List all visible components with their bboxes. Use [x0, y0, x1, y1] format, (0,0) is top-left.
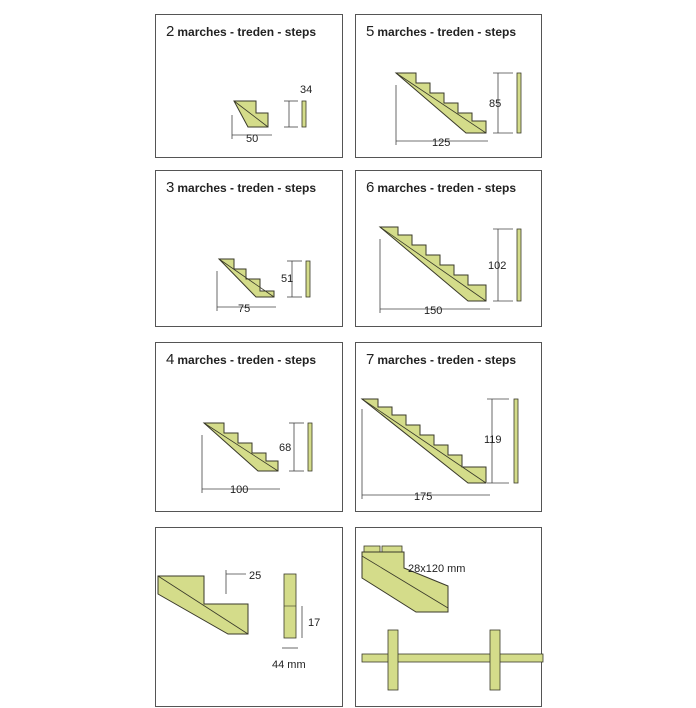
height-label: 51 — [281, 273, 294, 285]
width-label: 150 — [424, 305, 443, 317]
height-label: 119 — [484, 434, 502, 446]
detail-panel-step — [155, 527, 343, 707]
panel-6-steps — [355, 170, 542, 327]
stair-diagram-3 — [156, 171, 344, 328]
stair-diagram-5 — [356, 15, 543, 159]
detail-panel-tread — [355, 527, 542, 707]
step-detail-diagram — [156, 528, 344, 708]
height-label: 102 — [488, 260, 507, 272]
panel-title: 5 marches - treden - steps — [366, 23, 517, 40]
tread-detail-diagram — [356, 528, 543, 708]
tread-size-label: 28x120 mm — [408, 563, 466, 575]
stair-diagram-7 — [356, 343, 543, 513]
panel-title: 6 marches - treden - steps — [366, 179, 517, 196]
panel-5-steps — [355, 14, 542, 158]
panel-title: 3 marches - treden - steps — [166, 179, 317, 196]
panel-7-steps — [355, 342, 542, 512]
stair-diagram-4 — [156, 343, 344, 513]
height-label: 34 — [300, 84, 313, 96]
stair-diagram-6 — [356, 171, 543, 328]
panel-2-steps — [155, 14, 343, 158]
panel-4-steps — [155, 342, 343, 512]
height-label: 85 — [489, 98, 502, 110]
width-label: 125 — [432, 137, 451, 149]
side-width-label: 44 mm — [272, 659, 306, 671]
height-label: 68 — [279, 442, 292, 454]
width-label: 100 — [230, 484, 249, 496]
panel-3-steps — [155, 170, 343, 327]
width-label: 50 — [246, 133, 259, 145]
panel-title: 2 marches - treden - steps — [166, 23, 317, 40]
width-label: 175 — [414, 491, 433, 503]
top-step-dim-label: 25 — [249, 570, 262, 582]
width-label: 75 — [238, 303, 251, 315]
panel-title: 7 marches - treden - steps — [366, 351, 517, 368]
panel-title: 4 marches - treden - steps — [166, 351, 317, 368]
stair-diagram-2 — [156, 15, 344, 159]
side-height-label: 17 — [308, 617, 321, 629]
